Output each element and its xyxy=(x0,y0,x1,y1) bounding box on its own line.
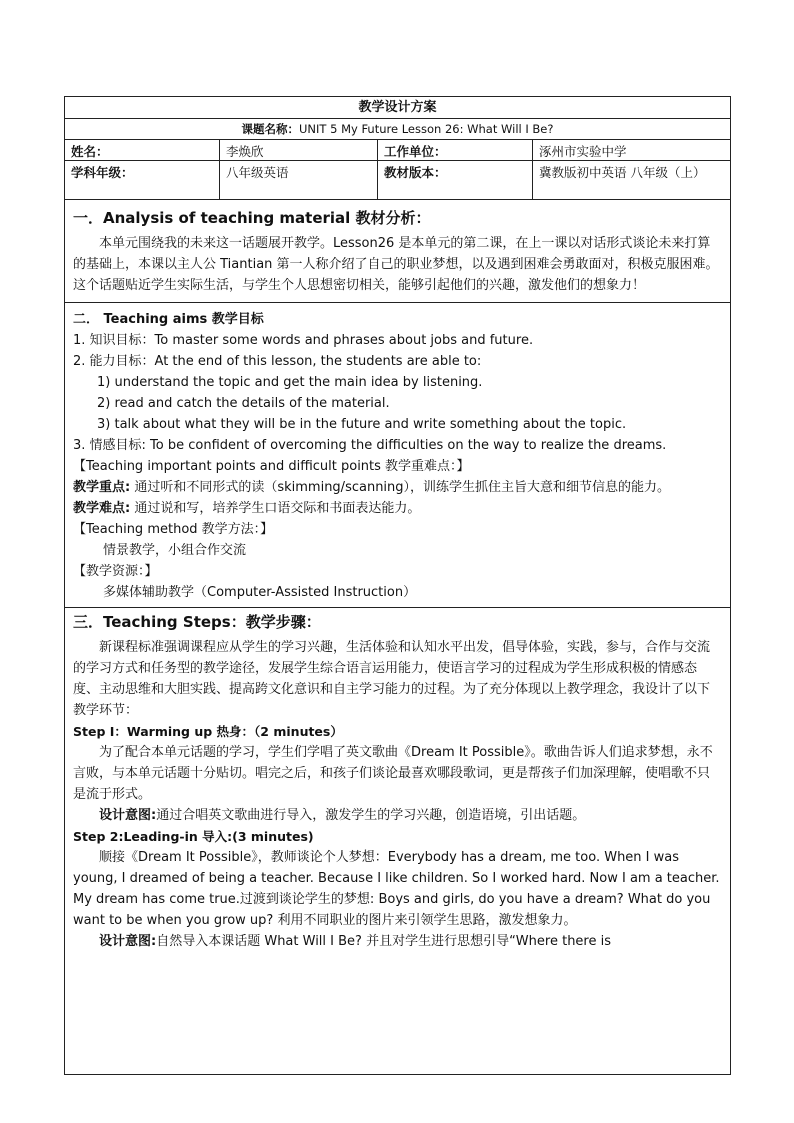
step2-intent-text: 自然导入本课话题 What Will I Be? 并且对学生进行思想引导“Where there is xyxy=(156,934,612,949)
step1-intent xyxy=(73,805,722,826)
aims-sub-item-1: 1) understand the topic and get the main idea by listening. xyxy=(97,375,483,390)
aims-sub-item-3: 3) talk about what they will be in the future and write something about the topic. xyxy=(97,417,627,432)
analysis-heading: 一．Analysis of teaching material 教材分析： xyxy=(73,209,431,227)
lesson-plan-table xyxy=(64,96,731,1075)
step1-body: 为了配合本单元话题的学习，学生们学唱了英文歌曲《Dream It Possible》。歌曲告诉人们追求梦想，永不言败，与本单元话题十分贴切。唱完之后，和孩子们谈论最喜欢哪段歌词，更是帮孩子们加深理解，使唱歌不只是流于形式。 xyxy=(73,745,713,802)
difficult-point-label: 教学难点: xyxy=(73,501,131,516)
textbook-label: 教材版本： xyxy=(378,161,533,199)
key-point-label: 教学重点: xyxy=(73,480,131,495)
method-text: 情景教学，小组合作交流 xyxy=(103,543,247,558)
key-point-text: 通过听和不同形式的读（skimming/scanning），训练学生抓住主旨大意和细节信息的能力。 xyxy=(134,480,671,495)
steps-section xyxy=(65,608,730,1074)
unit-label: 工作单位： xyxy=(378,140,533,160)
resource-text: 多媒体辅助教学（Computer-Assisted Instruction） xyxy=(103,585,417,600)
method-heading: 【Teaching method 教学方法：】 xyxy=(73,522,274,537)
step1-intent-text: 通过合唱英文歌曲进行导入，激发学生的学习兴趣，创造语境，引出话题。 xyxy=(156,808,586,823)
steps-intro: 新课程标准强调课程应从学生的学习兴趣，生活体验和认知水平出发，倡导体验，实践，参与，合作与交流的学习方式和任务型的教学途径，发展学生综合语言运用能力，使语言学习的过程成为学生形成积极的情感态度、主动思维和大胆实践、提高跨文化意识和自主学习能力的过程。为了充分体现以上教学理念，我设计了以下教学环节： xyxy=(73,640,711,718)
difficult-point-text: 通过说和写，培养学生口语交际和书面表达能力。 xyxy=(134,501,421,516)
aims-section xyxy=(65,303,730,608)
subject-value: 八年级英语 xyxy=(220,161,378,199)
subject-label: 学科年级： xyxy=(65,161,220,199)
lesson-value: UNIT 5 My Future Lesson 26: What Will I Be? xyxy=(299,122,554,136)
steps-heading: 三．Teaching Steps：教学步骤： xyxy=(73,613,321,631)
step2-title: Step 2:Leading-in 导入:(3 minutes) xyxy=(73,829,314,844)
info-row-2 xyxy=(65,161,730,200)
info-row-1 xyxy=(65,140,730,161)
aims-item-3: 3. 情感目标: To be confident of overcoming the difficulties on the way to realize the dreams. xyxy=(73,438,667,453)
name-value: 李焕欣 xyxy=(220,140,378,160)
analysis-body: 本单元围绕我的未来这一话题展开教学。Lesson26 是本单元的第二课，在上一课以对话形式谈论未来打算的基础上，本课以主人公 Tiantian 第一人称介绍了自己的职业梦想，以及遇到困难会勇敢面对，积极克服困难。这个话题贴近学生实际生活，与学生个人思想密切相关，能够引起他们的兴趣，激发他们的想象力！ xyxy=(73,236,719,293)
key-point xyxy=(73,477,722,498)
lesson-title-row xyxy=(65,119,730,140)
aims-item-1: 1. 知识目标：To master some words and phrases about jobs and future. xyxy=(73,333,534,348)
aims-heading: 二． Teaching aims 教学目标 xyxy=(73,312,264,327)
doc-title: 教学设计方案 xyxy=(65,97,730,119)
step1-intent-label: 设计意图: xyxy=(99,808,157,823)
resource-heading: 【教学资源：】 xyxy=(73,564,158,579)
step2-intent-label: 设计意图: xyxy=(99,934,157,949)
textbook-value: 冀教版初中英语 八年级（上） xyxy=(539,165,706,180)
unit-value: 涿州市实验中学 xyxy=(539,144,627,159)
name-label: 姓名： xyxy=(65,140,220,160)
lesson-label: 课题名称： xyxy=(241,122,299,136)
step2-body: 顺接《Dream It Possible》，教师谈论个人梦想：Everybody has a dream, me too. When I was young, I dreamed of being a teacher. Because I like children. So I worked hard. Now I am a teacher. My dream has come true.过渡到谈论学生的梦想: Boys and girls, do you have a dream? What do you want to be when you grow up? 利用不同职业的图片来引领学生思路，激发想象力。 xyxy=(73,850,720,928)
step1-title: Step I：Warming up 热身：（2 minutes） xyxy=(73,724,343,739)
aims-sub-item-2: 2) read and catch the details of the material. xyxy=(97,396,390,411)
difficult-point xyxy=(73,498,722,519)
analysis-section xyxy=(65,200,730,303)
points-heading: 【Teaching important points and difficult points 教学重难点：】 xyxy=(73,459,470,474)
aims-item-2: 2. 能力目标：At the end of this lesson, the students are able to: xyxy=(73,354,482,369)
step2-intent xyxy=(73,931,722,952)
